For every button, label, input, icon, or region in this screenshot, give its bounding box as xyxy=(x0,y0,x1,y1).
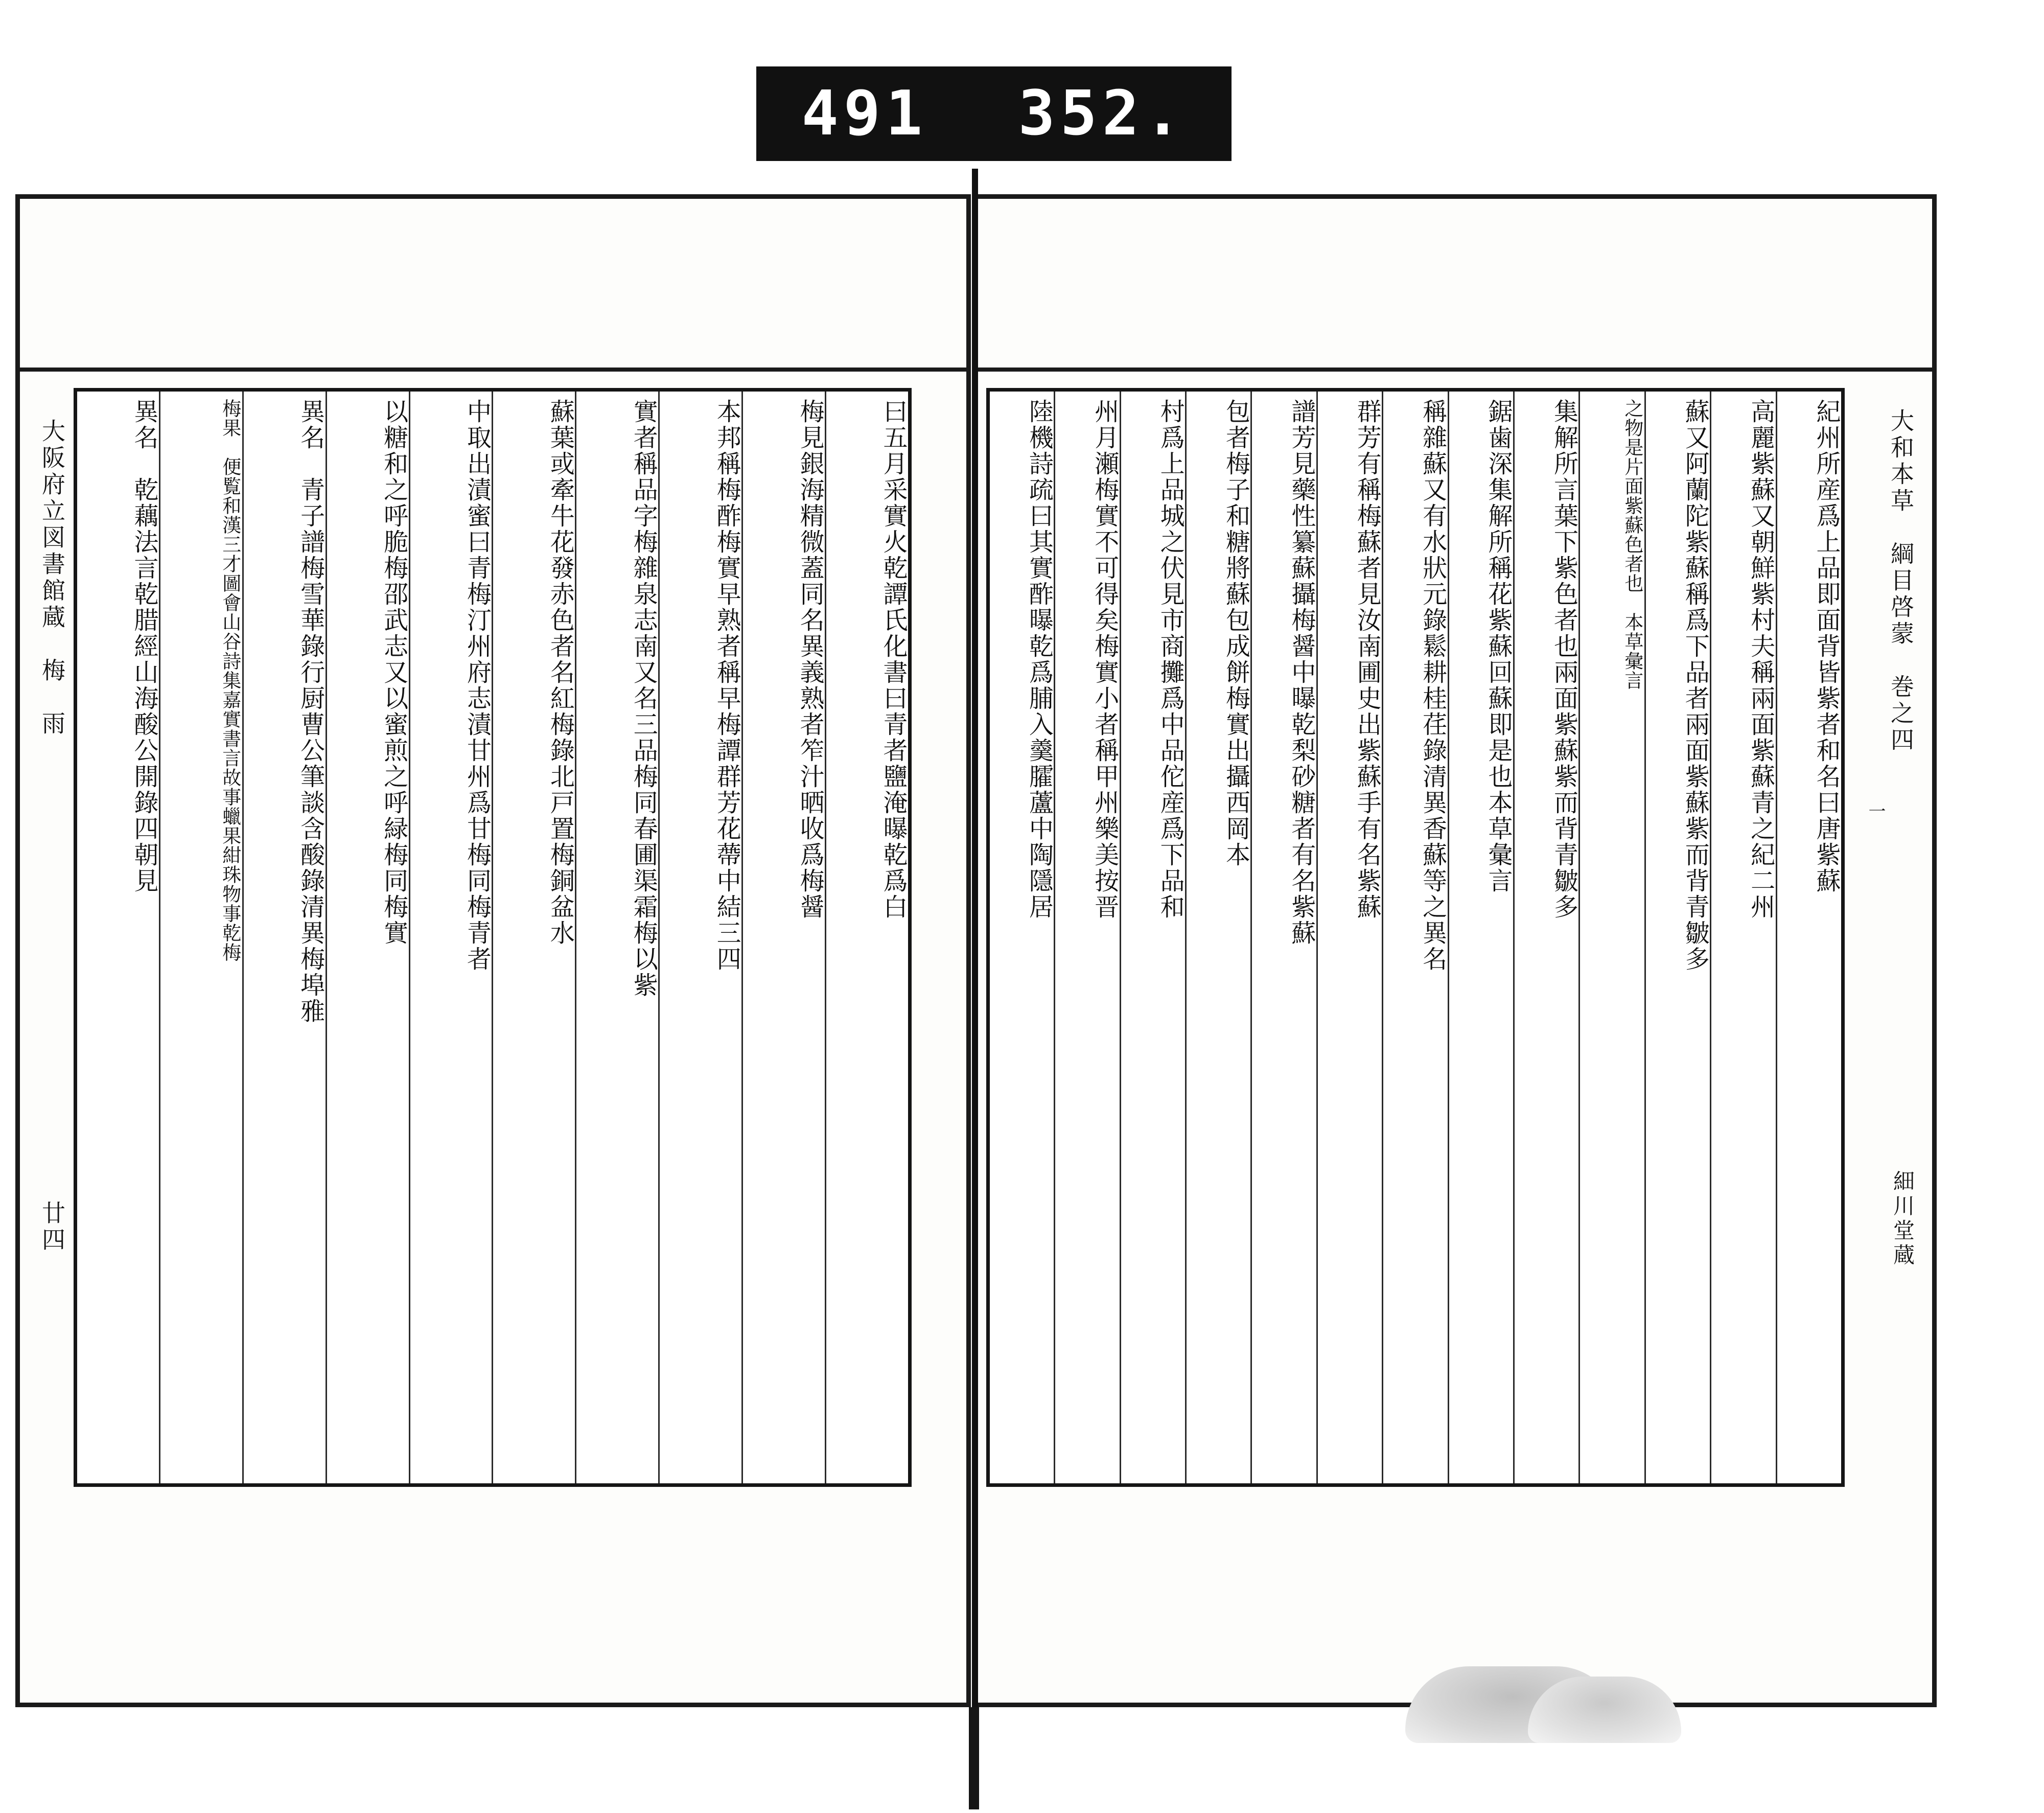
left-margin-subtitle: 廿四 xyxy=(38,1201,66,1254)
left-leaf-top-margin xyxy=(20,199,966,372)
text-column: 高麗紫蘇又朝鮮紫村夫稱兩面紫蘇青之紀二州 xyxy=(1710,392,1775,1483)
text-column: 村爲上品城之伏見市商攤爲中品佗産爲下品和 xyxy=(1120,392,1185,1483)
text-column: 州月瀬梅實不可得矣梅實小者稱甲州樂美按晋 xyxy=(1054,392,1119,1483)
frame-number-right: 352. xyxy=(1018,78,1187,149)
right-margin-title: 大和本草 綱目啓蒙 巻之四 xyxy=(1887,408,1915,754)
text-column: 異名 乾藕法言乾腊經山海酸公開錄四朝見 xyxy=(129,399,158,894)
left-leaf-textblock xyxy=(74,388,912,1487)
text-column: 稱雜蘇又有水狀元錄鬆耕桂荏錄清異香蘇等之異名 xyxy=(1382,392,1447,1483)
text-column: 陸機詩疏曰其實酢曝乾爲脯入羹臛蘆中陶隱居 xyxy=(1025,399,1054,920)
right-leaf-top-margin xyxy=(976,199,1932,372)
text-column: 紀州所産爲上品即面背皆紫者和名曰唐紫蘇 xyxy=(1776,392,1841,1483)
text-column: 之物是片面紫蘇色者也 本草彙言 xyxy=(1578,392,1644,1483)
text-column: 本邦稱梅酢梅實早熟者稱早梅譚群芳花蔕中結三四 xyxy=(658,392,741,1483)
thumb-shadow-secondary xyxy=(1528,1677,1681,1743)
text-column: 蘇葉或牽牛花發赤色者名紅梅錄北戸置梅銅盆水 xyxy=(492,392,575,1483)
text-column: 包者梅子和糖將蘇包成餅梅實出攝西岡本 xyxy=(1185,392,1250,1483)
text-column: 集解所言葉下紫色者也兩面紫蘇紫而背青皺多 xyxy=(1513,392,1578,1483)
left-margin-title: 大阪府立図書館蔵 梅 雨 xyxy=(38,419,66,738)
text-column: 譜芳見藥性纂蘇攝梅醤中曝乾梨砂糖者有名紫蘇 xyxy=(1250,392,1316,1483)
right-leaf-textblock xyxy=(986,388,1845,1487)
library-seal-label: 細川堂蔵 xyxy=(1890,1170,1915,1268)
book-gutter-tail xyxy=(969,1707,979,1809)
scanned-page-spread xyxy=(0,169,2044,1813)
book-spread xyxy=(15,194,1937,1707)
text-column: 中取出漬蜜曰青梅汀州府志漬甘州爲甘梅同梅青者 xyxy=(409,392,492,1483)
left-leaf xyxy=(15,194,971,1707)
right-leaf xyxy=(976,194,1937,1707)
text-column: 梅果 便覧和漢三才圖會山谷詩集嘉實書言故事蠟果紺珠物事乾梅 xyxy=(159,392,242,1483)
text-column: 群芳有稱梅蘇者見汝南圃史出紫蘇手有名紫蘇 xyxy=(1316,392,1382,1483)
text-column: 以糖和之呼脆梅邵武志又以蜜煎之呼緑梅同梅實 xyxy=(326,392,409,1483)
text-column: 曰五月采實火乾譚氏化書曰青者鹽淹曝乾爲白 xyxy=(825,392,908,1483)
microfilm-frame-header xyxy=(756,66,1232,161)
text-column: 實者稱品字梅雜泉志南又名三品梅同春圃渠霜梅以紫 xyxy=(575,392,658,1483)
frame-number-left: 491 xyxy=(801,78,928,149)
text-column: 梅見銀海精微蓋同名異義熟者笮汁晒收爲梅醤 xyxy=(741,392,825,1483)
right-margin-folio: 一 xyxy=(1865,802,1886,822)
text-column: 異名 青子譜梅雪華錄行厨曹公筆談含酸錄清異梅埠雅 xyxy=(242,392,326,1483)
text-column: 蘇又阿蘭陀紫蘇稱爲下品者兩面紫蘇紫而背青皺多 xyxy=(1644,392,1710,1483)
text-column: 鋸歯深集解所稱花紫蘇回蘇即是也本草彙言 xyxy=(1448,392,1513,1483)
book-gutter xyxy=(972,169,978,1763)
